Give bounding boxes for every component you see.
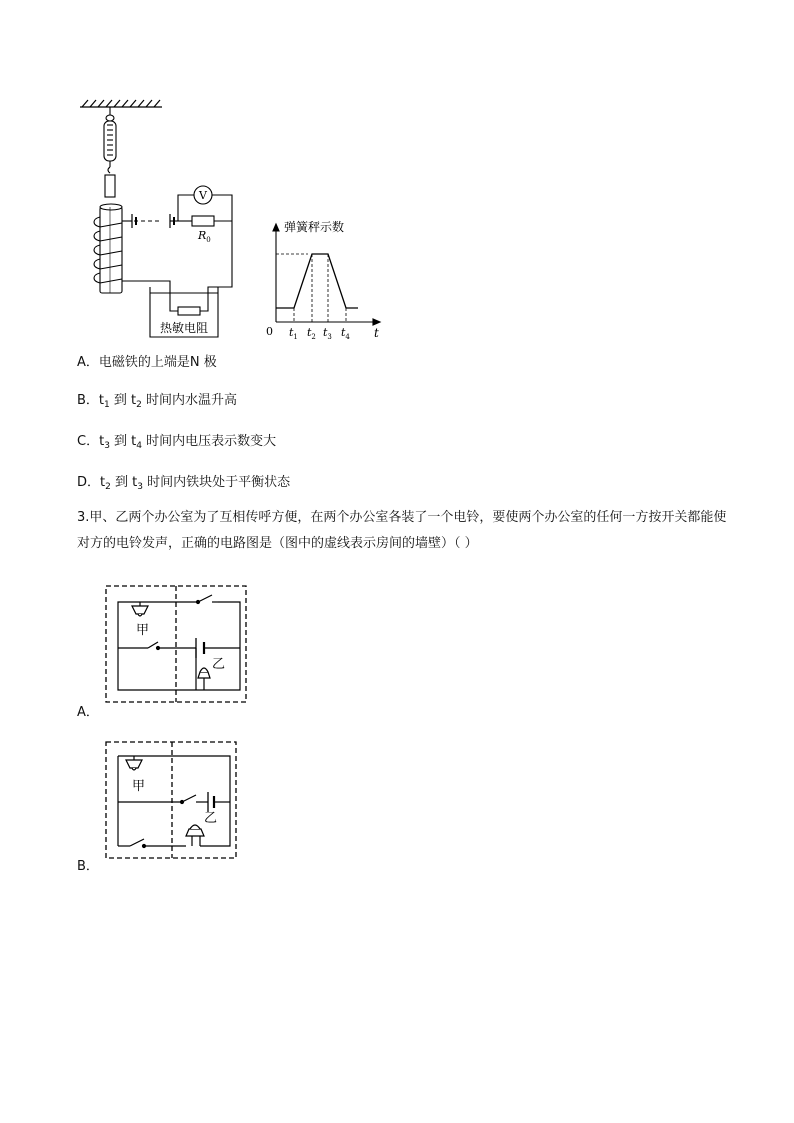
option-b-t: t: [98, 393, 105, 408]
question-3-text: 3.甲、乙两个办公室为了互相传呼方便，在两个办公室各装了一个电铃，要使两个办公室的任何一方按开关都能使对方的电铃发声，正确的电路图是（图中的虚线表示房间的墙壁）（ ）: [77, 510, 727, 551]
battery-b: [208, 792, 214, 812]
bell-yi-b: [186, 825, 204, 836]
resistor-r0: [192, 216, 214, 226]
spring-scale-reading-graph: [258, 212, 388, 342]
switch-b2: [130, 839, 146, 848]
option-c-sub2: 4: [136, 441, 143, 451]
graph-origin: 0: [266, 325, 273, 338]
graph-curve: [276, 254, 358, 308]
bell-jia-b: [126, 756, 142, 770]
wires-a: [118, 602, 240, 690]
option-b-text: 时间内水温升高: [141, 393, 238, 408]
option-d-text: 时间内铁块处于平衡状态: [142, 475, 291, 490]
option-c-letter: C．: [77, 434, 100, 449]
tick-t3: $t_3$: [323, 326, 332, 341]
option-d-mid: 到 t: [110, 475, 138, 490]
battery-a: [196, 638, 204, 658]
circuit-option-a: [100, 580, 256, 710]
option-c-text: 时间内电压表示数变大: [142, 434, 277, 449]
option-a-letter: A．: [77, 355, 99, 370]
option-c-t: t: [99, 434, 105, 449]
iron-block: [105, 175, 115, 197]
option-b-mid: 到 t: [109, 393, 137, 408]
option-b-sub2: 2: [136, 400, 142, 410]
bell-jia-label-a: 甲: [136, 623, 150, 638]
option-c-mid: 到 t: [109, 434, 137, 449]
option-c: [77, 433, 276, 455]
bell-jia-a: [132, 602, 148, 616]
option-b: [77, 392, 237, 414]
spring-scale: [104, 107, 116, 173]
graph-x-label: t: [374, 326, 379, 340]
bell-yi-label-a: 乙: [212, 657, 226, 672]
tick-t1: $t_1$: [289, 326, 298, 341]
electromagnet-coil: [94, 204, 122, 293]
circuit-wires: [122, 195, 232, 311]
option-b-sub1: 1: [104, 400, 110, 410]
option-d: [77, 474, 290, 496]
battery: [132, 214, 174, 228]
thermistor: [178, 307, 200, 315]
option-c-sub1: 3: [104, 441, 110, 451]
option-a-text: 电磁铁的上端是N 极: [98, 355, 217, 370]
graph-y-label: 弹簧秤示数: [284, 220, 345, 234]
circuit-option-b: [100, 736, 244, 866]
graph-guides: [276, 254, 346, 322]
circuit-option-a-label: A．: [77, 705, 99, 720]
bell-jia-label-b: 甲: [132, 779, 146, 794]
option-d-sub1: 2: [105, 482, 111, 492]
option-d-letter: D．: [77, 475, 101, 490]
resistor-label: $R_0$: [198, 229, 211, 244]
switch-b1: [181, 795, 197, 804]
circuit-option-b-label: B．: [77, 859, 99, 874]
option-d-t: t: [100, 475, 106, 490]
option-d-sub2: 3: [137, 482, 143, 492]
thermistor-label: 热敏电阻: [159, 321, 209, 335]
bell-yi-a: [198, 668, 210, 678]
switch-a2: [148, 642, 160, 650]
graph-axes: [273, 224, 380, 325]
room-walls-a: [106, 586, 246, 702]
electromagnet-circuit-figure: [70, 95, 250, 345]
tick-t4: $t_4$: [341, 326, 350, 341]
tick-t2: $t_2$: [307, 326, 316, 341]
graph-ticks: [289, 326, 350, 341]
ceiling: [80, 100, 162, 107]
bell-yi-label-b: 乙: [204, 811, 218, 826]
voltmeter-label: V: [199, 189, 207, 202]
switch-a1: [197, 595, 219, 604]
option-a: [77, 354, 217, 372]
option-b-letter: B．: [77, 393, 99, 408]
